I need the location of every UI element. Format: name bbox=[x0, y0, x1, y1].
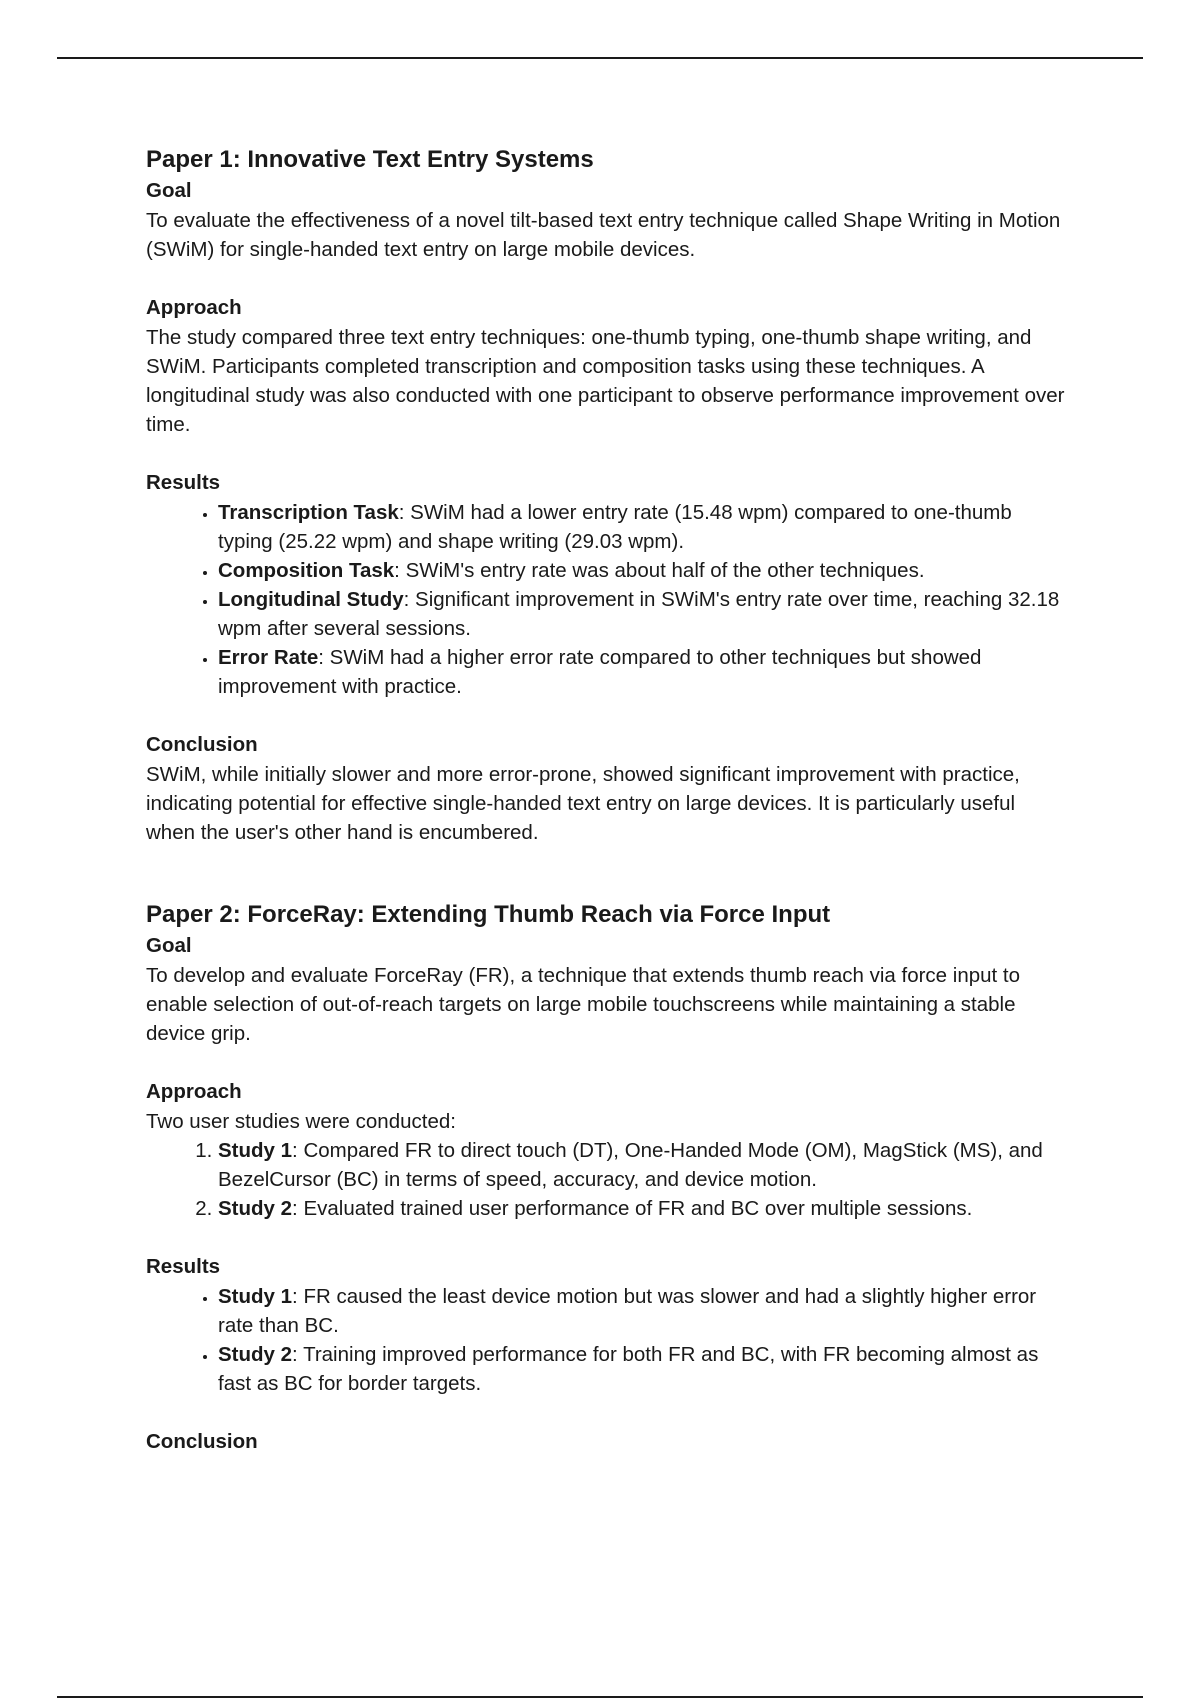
result-term: Transcription Task bbox=[218, 501, 399, 524]
header-rule bbox=[57, 57, 1143, 59]
study-text: : Compared FR to direct touch (DT), One-Handed Mode (OM), MagStick (MS), and BezelCursor (BC) in terms of speed, accuracy, and device motion. bbox=[218, 1139, 1043, 1191]
result-text: : SWiM had a higher error rate compared to other techniques but showed improvement with practice. bbox=[218, 646, 982, 698]
paper-2-approach-list bbox=[146, 1136, 1066, 1223]
list-item bbox=[218, 1136, 1066, 1194]
paper-1-approach-heading: Approach bbox=[146, 296, 242, 319]
result-text: : SWiM's entry rate was about half of the other techniques. bbox=[394, 559, 925, 582]
list-item bbox=[218, 1194, 1066, 1223]
result-text: : SWiM had a lower entry rate (15.48 wpm) compared to one-thumb typing (25.22 wpm) and shape writing (29.03 wpm). bbox=[218, 501, 1012, 553]
paper-2-results-heading: Results bbox=[146, 1255, 221, 1278]
study-text: : Evaluated trained user performance of FR and BC over multiple sessions. bbox=[292, 1197, 973, 1220]
footer-rule bbox=[57, 1696, 1143, 1698]
paper-1-goal-heading: Goal bbox=[146, 179, 192, 202]
paper-1-goal-text: To evaluate the effectiveness of a novel tilt-based text entry technique called Shape Writing in Motion (SWiM) for single-handed text entry on large mobile devices. bbox=[146, 209, 1061, 261]
paper-1-conclusion-heading: Conclusion bbox=[146, 733, 258, 756]
list-item bbox=[218, 1282, 1066, 1340]
paper-1-results-heading: Results bbox=[146, 471, 221, 494]
paper-2-approach bbox=[146, 1077, 1066, 1223]
paper-1-goal bbox=[146, 176, 1066, 264]
paper-2-title: Paper 2: ForceRay: Extending Thumb Reach via Force Input bbox=[146, 901, 831, 928]
paper-2-conclusion bbox=[146, 1427, 1066, 1457]
result-term: Longitudinal Study bbox=[218, 588, 404, 611]
paper-2-approach-heading: Approach bbox=[146, 1080, 242, 1103]
result-term: Composition Task bbox=[218, 559, 395, 582]
paper-2-conclusion-heading: Conclusion bbox=[146, 1430, 258, 1453]
paper-2-goal-heading: Goal bbox=[146, 934, 192, 957]
document-body bbox=[146, 144, 1066, 1457]
study-term: Study 2 bbox=[218, 1197, 293, 1220]
list-item bbox=[218, 643, 1066, 701]
paper-2-goal-text: To develop and evaluate ForceRay (FR), a technique that extends thumb reach via force input to enable selection of out-of-reach targets on large mobile touchscreens while maintaining a stable device grip. bbox=[146, 964, 1021, 1045]
result-term: Study 1 bbox=[218, 1285, 293, 1308]
paper-1-conclusion bbox=[146, 730, 1066, 847]
paper-1-approach-text: The study compared three text entry techniques: one-thumb typing, one-thumb shape writing, and SWiM. Participants completed transcription and composition tasks using these techniques. A longitudinal study was also conducted with one participant to observe performance improvement over time. bbox=[146, 326, 1065, 436]
paper-1-approach bbox=[146, 293, 1066, 439]
paper-2 bbox=[146, 899, 1066, 1457]
result-text: : FR caused the least device motion but was slower and had a slightly higher error rate than BC. bbox=[218, 1285, 1037, 1337]
paper-1-results bbox=[146, 468, 1066, 701]
list-item bbox=[218, 1340, 1066, 1398]
paper-2-approach-intro: Two user studies were conducted: bbox=[146, 1110, 456, 1133]
paper-1-conclusion-text: SWiM, while initially slower and more error-prone, showed significant improvement with practice, indicating potential for effective single-handed text entry on large devices. It is particularly useful when the user's other hand is encumbered. bbox=[146, 763, 1020, 844]
result-term: Study 2 bbox=[218, 1343, 293, 1366]
paper-1-title: Paper 1: Innovative Text Entry Systems bbox=[146, 146, 594, 173]
paper-1 bbox=[146, 144, 1066, 847]
paper-2-results-list bbox=[146, 1282, 1066, 1398]
list-item bbox=[218, 498, 1066, 556]
result-text: : Training improved performance for both FR and BC, with FR becoming almost as fast as BC for border targets. bbox=[218, 1343, 1039, 1395]
paper-2-goal bbox=[146, 931, 1066, 1048]
paper-1-results-list bbox=[146, 498, 1066, 701]
result-term: Error Rate bbox=[218, 646, 319, 669]
list-item bbox=[218, 585, 1066, 643]
paper-2-results bbox=[146, 1252, 1066, 1398]
result-text: : Significant improvement in SWiM's entry rate over time, reaching 32.18 wpm after several sessions. bbox=[218, 588, 1060, 640]
study-term: Study 1 bbox=[218, 1139, 293, 1162]
list-item bbox=[218, 556, 1066, 585]
